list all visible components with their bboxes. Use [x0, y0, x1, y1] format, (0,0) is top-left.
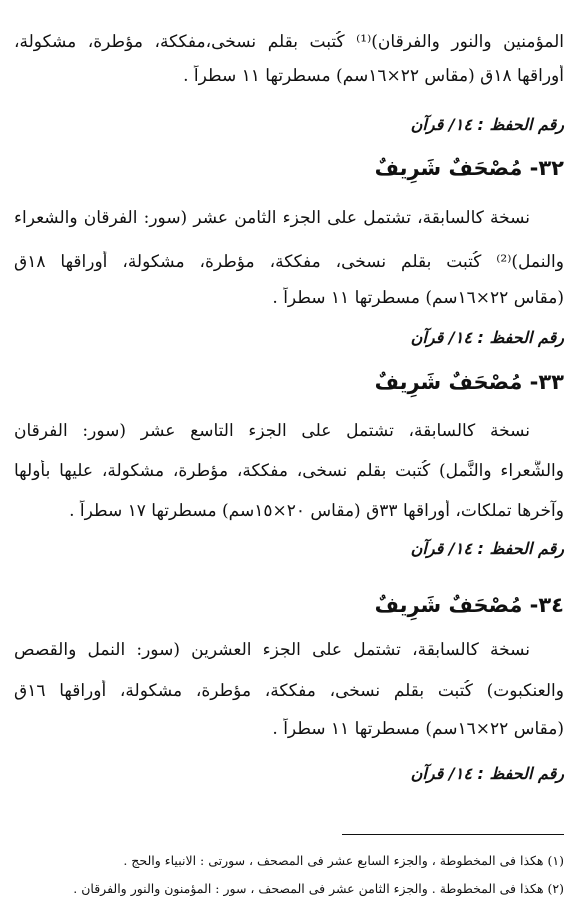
- prev-entry-line-2: أوراقها ١٨ق (مقاس ٢٢×١٦سم) مسطرتها ١١ سطراً .: [183, 66, 564, 86]
- entry-32-line-3: (مقاس ٢٢×١٦سم) مسطرتها ١١ سطراً .: [272, 288, 564, 308]
- entry-33-shelf-mark: رقم الحفظ : ١٤/ قرآن: [410, 539, 564, 558]
- entry-32-line-2: والنمل)⁽²⁾ كُتبت بقلم نسخى، مفككة، مؤطرة، مشكولة، أوراقها ١٨ق: [14, 252, 564, 272]
- footnote-separator: [342, 834, 564, 835]
- entry-33-line-2: والشُّعراء والنَّمل) كُتبت بقلم نسخى، مفككة، مؤطرة، مشكولة، عليها بأولها: [14, 461, 564, 481]
- entry-32-title: ٣٢- مُصْحَفٌ شَرِيفٌ: [374, 156, 564, 180]
- entry-33-title: ٣٣- مُصْحَفٌ شَرِيفٌ: [374, 370, 564, 394]
- entry-34-shelf-mark: رقم الحفظ : ١٤/ قرآن: [410, 764, 564, 783]
- entry-32-shelf-mark: رقم الحفظ : ١٤/ قرآن: [410, 328, 564, 347]
- entry-33-line-1: نسخة كالسابقة، تشتمل على الجزء التاسع عشر (سور: الفرقان: [14, 421, 530, 441]
- prev-entry-shelf-mark: رقم الحفظ : ١٤/ قرآن: [410, 115, 564, 134]
- prev-entry-line-1: المؤمنين والنور والفرقان)⁽¹⁾ كُتبت بقلم نسخى،مفككة، مؤطرة، مشكولة،: [14, 32, 564, 52]
- entry-33-line-3: وآخرها تملكات، أوراقها ٣٣ق (مقاس ٢٠×١٥سم) مسطرتها ١٧ سطراً .: [69, 501, 564, 521]
- entry-34-title: ٣٤- مُصْحَفٌ شَرِيفٌ: [374, 593, 564, 617]
- entry-34-line-3: (مقاس ٢٢×١٦سم) مسطرتها ١١ سطراً .: [272, 719, 564, 739]
- entry-34-line-1: نسخة كالسابقة، تشتمل على الجزء العشرين (سور: النمل والقصص: [14, 640, 530, 660]
- entry-32-line-1: نسخة كالسابقة، تشتمل على الجزء الثامن عشر (سور: الفرقان والشعراء: [14, 208, 530, 228]
- footnote-2: (٢) هكذا فى المخطوطة . والجزء الثامن عشر فى المصحف ، سور : المؤمنون والنور والفرقان .: [73, 881, 564, 896]
- entry-34-line-2: والعنكبوت) كُتبت بقلم نسخى، مفككة، مؤطرة، مشكولة، أوراقها ١٦ق: [14, 681, 564, 701]
- footnote-1: (١) هكذا فى المخطوطة ، والجزء السابع عشر فى المصحف ، سورتى : الانبياء والحج .: [123, 853, 564, 868]
